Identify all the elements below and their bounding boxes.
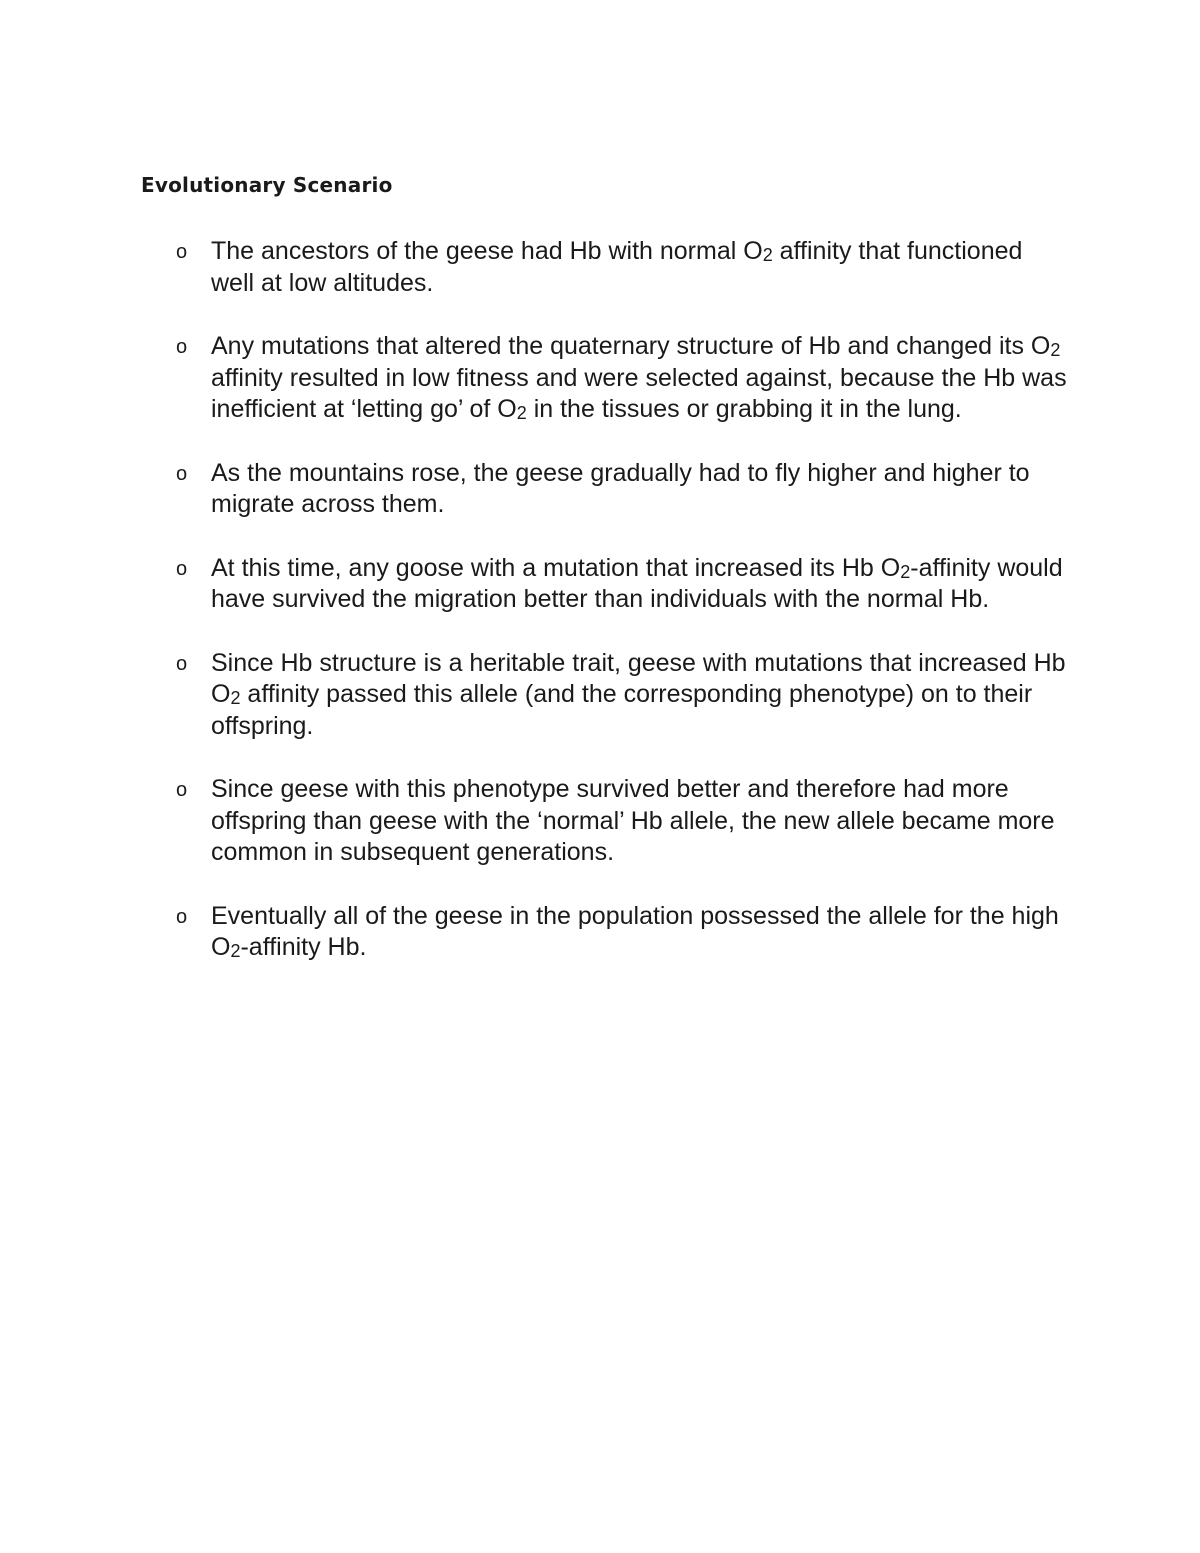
subscript: 2 (762, 245, 773, 265)
text-run: Since Hb structure is a heritable trait, geese with mutations that increased Hb O (211, 648, 1066, 708)
bullet-text (211, 554, 1063, 614)
bullet-marker: o (176, 652, 188, 675)
text-run: Any mutations that altered the quaternary structure of Hb and changed its O (211, 332, 1051, 360)
subscript: 2 (230, 688, 241, 708)
bullet-text (211, 902, 1059, 962)
text-run: affinity resulted in low fitness and were selected against, because the Hb was inefficient at ‘letting go’ of O (211, 363, 1067, 423)
bullet-text (211, 649, 1066, 740)
text-run: -affinity Hb. (240, 933, 367, 961)
text-run: in the tissues or grabbing it in the lung. (526, 395, 962, 423)
subscript: 2 (1050, 340, 1061, 360)
bullet-item (0, 236, 1071, 299)
bullet-marker: o (176, 779, 188, 801)
subscript: 2 (516, 403, 527, 423)
bullet-item (0, 458, 1071, 521)
text-run: The ancestors of the geese had Hb with normal O (211, 237, 763, 265)
bullet-text (211, 332, 1067, 423)
text-run: affinity that functioned well at low altitudes. (211, 237, 1023, 297)
bullet-text (211, 237, 1022, 297)
text-run: -affinity would have survived the migration better than individuals with the normal Hb. (211, 553, 1063, 613)
bullet-marker: o (176, 905, 188, 928)
bullet-marker: o (176, 336, 188, 358)
bullet-item (0, 648, 1071, 743)
bullet-item (0, 901, 1071, 964)
text-run: affinity passed this allele (and the corresponding phenotype) on to their offspring. (211, 680, 1033, 740)
bullet-item (0, 553, 1071, 616)
bullet-marker: o (176, 241, 188, 263)
text-run: As the mountains rose, the geese gradually had to fly higher and higher to migrate across them. (211, 458, 1030, 518)
subscript: 2 (230, 941, 241, 961)
bullet-list (0, 236, 1200, 996)
bullet-text (211, 459, 1030, 519)
text-run: At this time, any goose with a mutation that increased its Hb O (211, 553, 901, 582)
text-run: Since geese with this phenotype survived better and therefore had more offspring than geese with the ‘normal’ Hb allele, the new allele became more common in subsequent generations. (211, 775, 1055, 866)
bullet-item (0, 331, 1071, 426)
bullet-marker: o (176, 557, 188, 580)
bullet-item (0, 774, 1071, 869)
section-heading: Evolutionary Scenario (141, 173, 393, 197)
bullet-text (211, 775, 1055, 866)
subscript: 2 (900, 561, 911, 582)
bullet-marker: o (176, 462, 188, 485)
text-run: Eventually all of the geese in the population possessed the allele for the high O (211, 901, 1059, 961)
